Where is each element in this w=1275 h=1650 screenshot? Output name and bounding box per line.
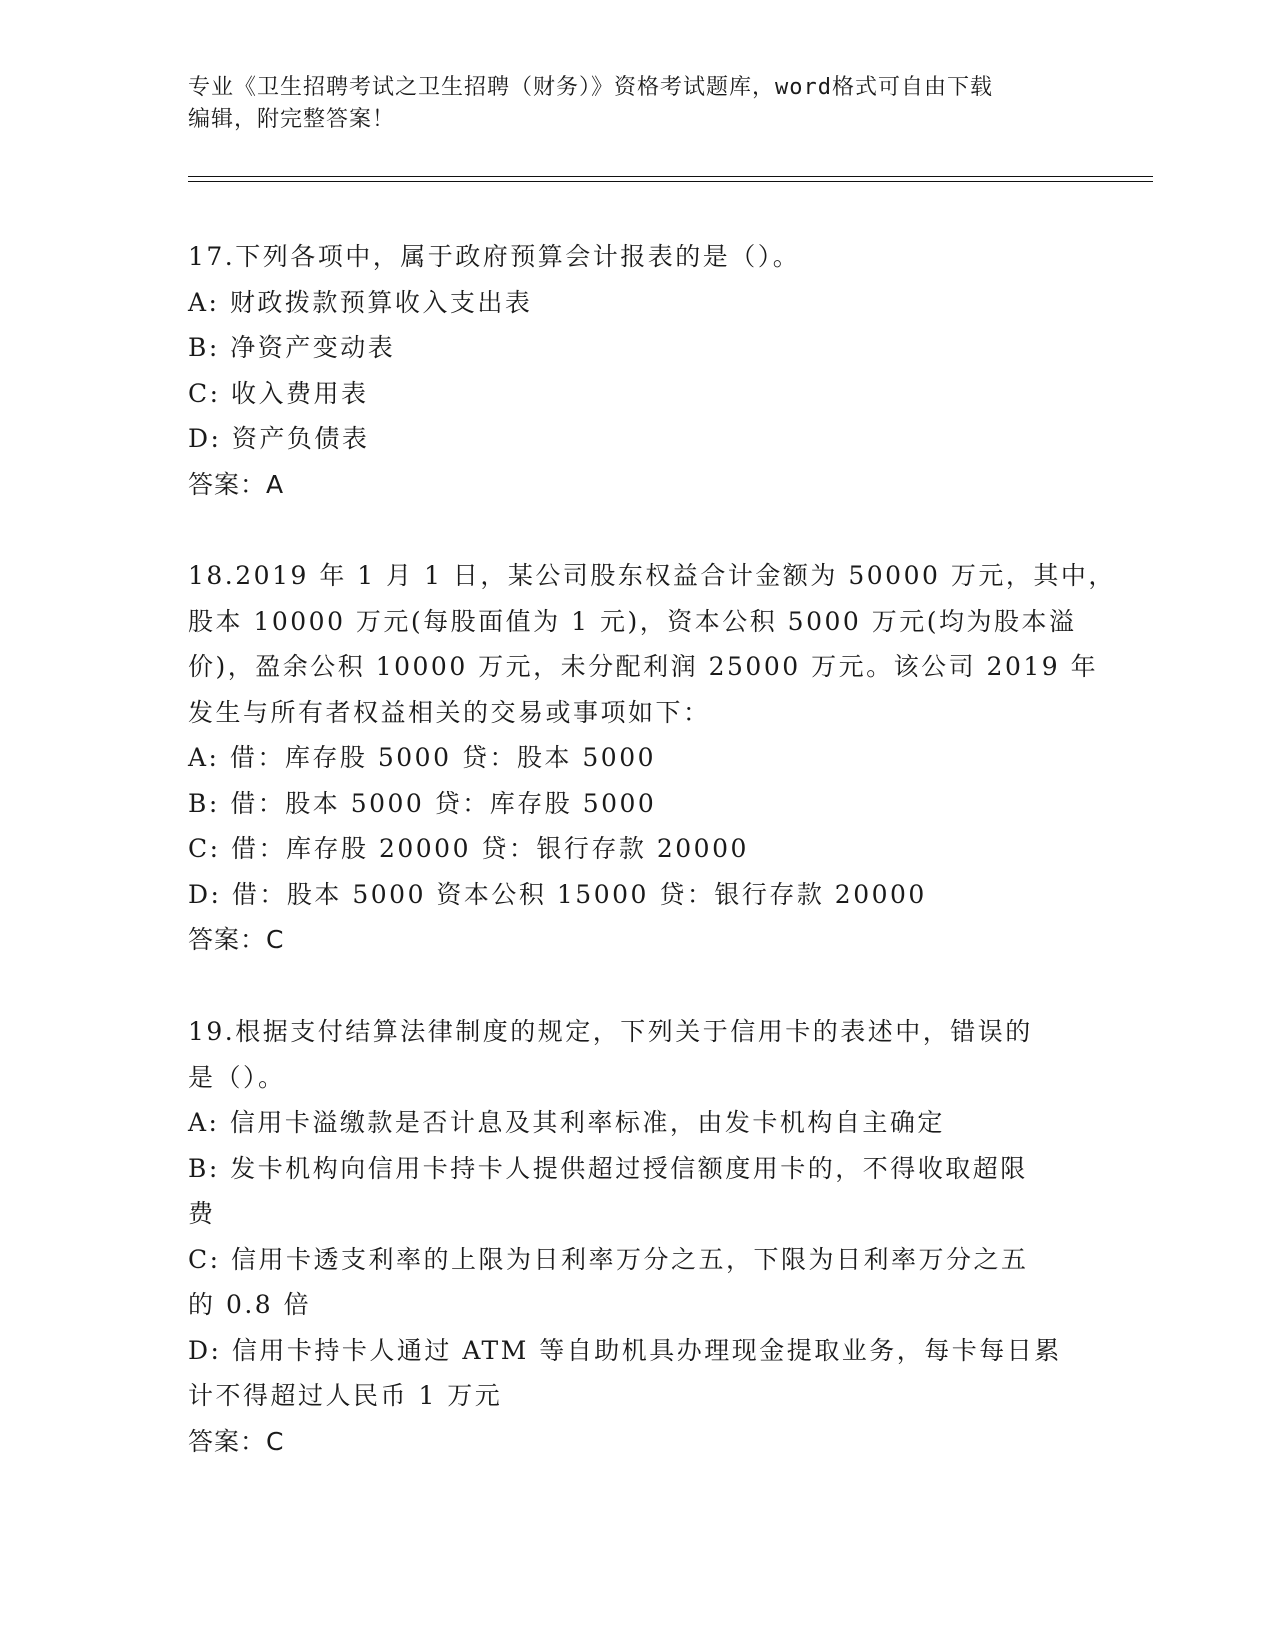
question-17 xyxy=(188,234,1068,507)
option-c: C: 借：库存股 20000 贷：银行存款 20000 xyxy=(188,834,749,863)
answer: 答案：C xyxy=(188,925,285,954)
header-divider xyxy=(188,181,1153,182)
option-d: D: 借：股本 5000 资本公积 15000 贷：银行存款 20000 xyxy=(188,879,927,909)
question-19 xyxy=(188,1009,1068,1464)
answer: 答案：C xyxy=(188,1426,285,1456)
option-b: B: 借：股本 5000 贷：库存股 5000 xyxy=(188,788,657,818)
question-stem: 价)，盈余公积 10000 万元，未分配利润 25000 万元。该公司 2019 年 xyxy=(188,652,1099,681)
question-stem: 股本 10000 万元(每股面值为 1 元)，资本公积 5000 万元(均为股本溢 xyxy=(188,606,1077,636)
option-c-continued: 的 0.8 倍 xyxy=(188,1290,312,1319)
option-a: A: 借：库存股 5000 贷：股本 5000 xyxy=(188,743,657,772)
option-d: D: 资产负债表 xyxy=(188,424,370,453)
question-stem: 是（）。 xyxy=(188,1062,286,1092)
header-line: 编辑，附完整答案！ xyxy=(188,107,396,132)
question-18 xyxy=(188,553,1116,963)
question-stem: 发生与所有者权益相关的交易或事项如下： xyxy=(188,697,711,727)
option-b-continued: 费 xyxy=(188,1199,216,1228)
option-d: D: 信用卡持卡人通过 ATM 等自助机具办理现金提取业务，每卡每日累 xyxy=(188,1335,1062,1365)
option-b: B: 净资产变动表 xyxy=(188,333,396,362)
question-stem: 18.2019 年 1 月 1 日，某公司股东权益合计金额为 50000 万元，其中， xyxy=(188,561,1116,590)
question-stem: 17.下列各项中，属于政府预算会计报表的是（）。 xyxy=(188,242,801,271)
answer: 答案：A xyxy=(188,469,285,499)
header-divider xyxy=(188,176,1153,177)
header-line: 专业《卫生招聘考试之卫生招聘（财务）》资格考试题库，word格式可自由下载 xyxy=(188,75,993,100)
option-a: A: 财政拨款预算收入支出表 xyxy=(188,287,533,317)
document-header xyxy=(188,72,1088,136)
option-c: C: 信用卡透支利率的上限为日利率万分之五，下限为日利率万分之五 xyxy=(188,1244,1029,1274)
option-d-continued: 计不得超过人民币 1 万元 xyxy=(188,1381,503,1410)
option-a: A: 信用卡溢缴款是否计息及其利率标准，由发卡机构自主确定 xyxy=(188,1108,945,1137)
option-b: B: 发卡机构向信用卡持卡人提供超过授信额度用卡的，不得收取超限 xyxy=(188,1153,1028,1183)
question-stem: 19.根据支付结算法律制度的规定，下列关于信用卡的表述中，错误的 xyxy=(188,1017,1033,1046)
option-c: C: 收入费用表 xyxy=(188,378,369,408)
